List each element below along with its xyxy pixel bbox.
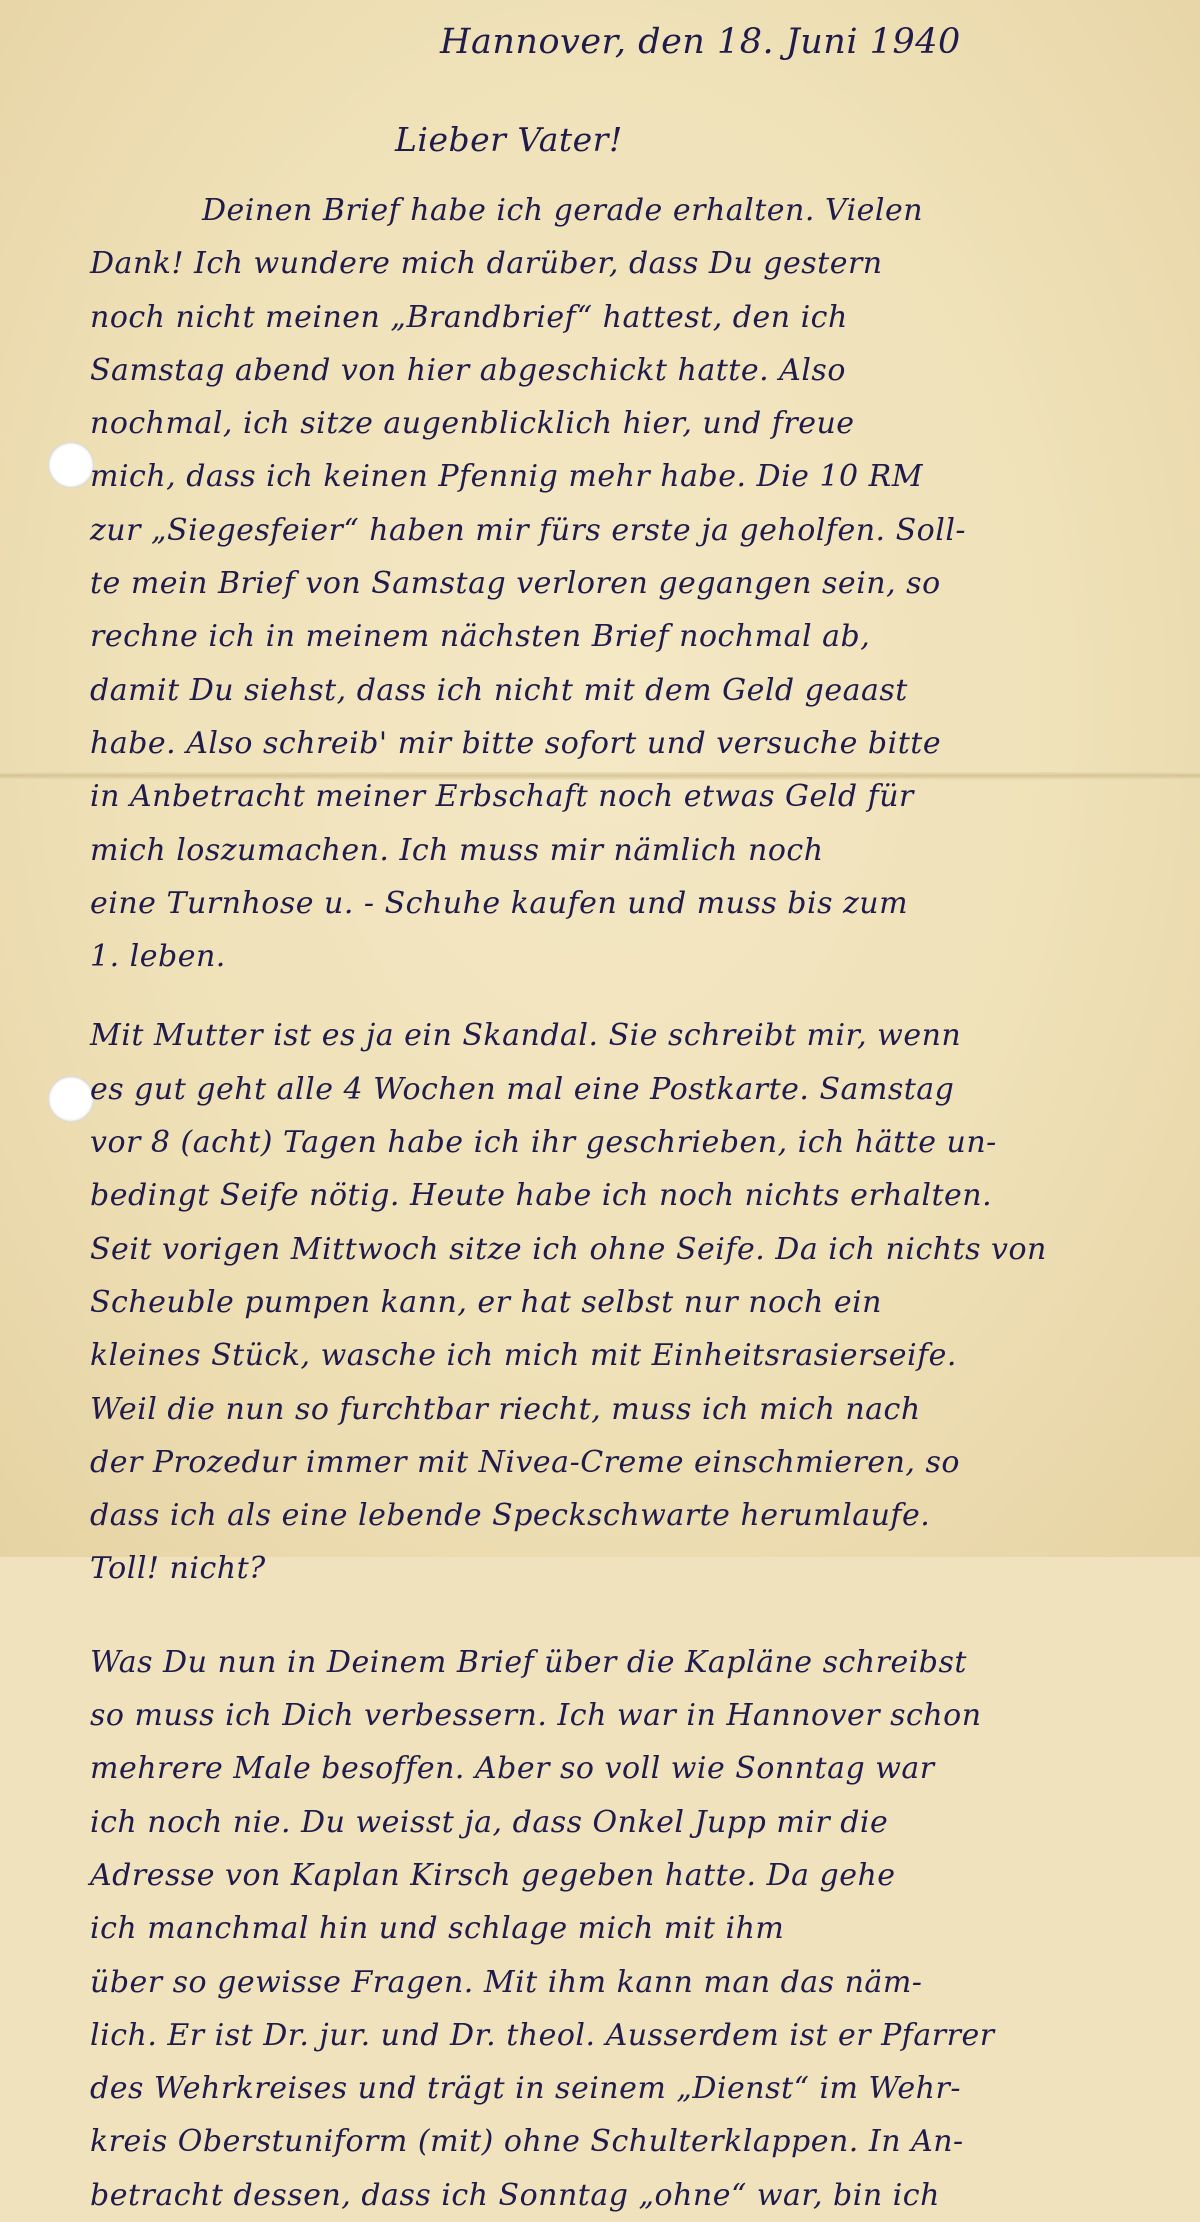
letter-line: Deinen Brief habe ich gerade erhalten. Vielen (202, 193, 924, 228)
letter-line: vor 8 (acht) Tagen habe ich ihr geschrieben, ich hätte un- (90, 1125, 997, 1161)
letter-line: mich loszumachen. Ich muss mir nämlich noch (90, 832, 824, 868)
letter-line: mich, dass ich keinen Pfennig mehr habe. Die 10 RM (90, 459, 923, 495)
letter-line: mehrere Male besoffen. Aber so voll wie Sonntag war (90, 1751, 935, 1787)
letter-line: Dank! Ich wundere mich darüber, dass Du gestern (90, 246, 883, 282)
letter-line: dass ich als eine lebende Speckschwarte herumlaufe. (90, 1498, 931, 1534)
letter-line: in Anbetracht meiner Erbschaft noch etwas Geld für (90, 779, 914, 815)
letter-line: rechne ich in meinem nächsten Brief nochmal ab, (90, 619, 871, 655)
letter-line: Was Du nun in Deinem Brief über die Kapläne schreibst (90, 1644, 967, 1680)
letter-line: zur „Siegesfeier“ haben mir fürs erste ja geholfen. Soll- (90, 512, 967, 548)
letter-line: über so gewisse Fragen. Mit ihm kann man das näm- (90, 1964, 923, 2000)
letter-line: te mein Brief von Samstag verloren gegangen sein, so (90, 566, 941, 602)
letter-line: Toll! nicht? (90, 1551, 266, 1587)
letter-line: nochmal, ich sitze augenblicklich hier, und freue (90, 406, 855, 442)
letter-line: habe. Also schreib' mir bitte sofort und versuche bitte (90, 725, 942, 761)
letter-line: Seit vorigen Mittwoch sitze ich ohne Seife. Da ich nichts von (90, 1231, 1047, 1267)
punch-hole-top (48, 442, 94, 488)
letter-line: es gut geht alle 4 Wochen mal eine Postkarte. Samstag (90, 1071, 955, 1107)
letter-line: damit Du siehst, dass ich nicht mit dem Geld geaast (90, 672, 908, 708)
letter-salutation: Lieber Vater! (395, 120, 623, 159)
letter-body (90, 184, 1170, 2222)
letter-line: lich. Er ist Dr. jur. und Dr. theol. Ausserdem ist er Pfarrer (90, 2017, 995, 2053)
letter-line: so muss ich Dich verbessern. Ich war in Hannover schon (90, 1698, 982, 1734)
letter-line: kleines Stück, wasche ich mich mit Einheitsrasierseife. (90, 1338, 957, 1374)
letter-line: noch nicht meinen „Brandbrief“ hattest, den ich (90, 299, 848, 335)
letter-line: betracht dessen, dass ich Sonntag „ohne“ war, bin ich (90, 2177, 940, 2213)
letter-line: ich noch nie. Du weisst ja, dass Onkel Jupp mir die (90, 1804, 889, 1840)
letter-line: Samstag abend von hier abgeschickt hatte. Also (90, 352, 846, 388)
letter-date: Hannover, den 18. Juni 1940 (440, 22, 961, 62)
letter-line: kreis Oberstuniform (mit) ohne Schulterklappen. In An- (90, 2124, 964, 2160)
letter-line: bedingt Seife nötig. Heute habe ich noch nichts erhalten. (90, 1178, 993, 1214)
letter-line: Scheuble pumpen kann, er hat selbst nur noch ein (90, 1284, 883, 1320)
letter-line: des Wehrkreises und trägt in seinem „Dienst“ im Wehr- (90, 2071, 961, 2107)
letter-line: ich manchmal hin und schlage mich mit ihm (90, 1911, 785, 1947)
letter-line: 1. leben. (90, 939, 226, 975)
paragraph-gap (90, 1596, 1170, 1636)
punch-hole-bottom (48, 1076, 94, 1122)
paragraph-gap (90, 983, 1170, 1009)
letter-line: Adresse von Kaplan Kirsch gegeben hatte. Da gehe (90, 1857, 896, 1893)
letter-line: der Prozedur immer mit Nivea-Creme einschmieren, so (90, 1444, 960, 1480)
letter-line: Weil die nun so furchtbar riecht, muss ich mich nach (90, 1391, 921, 1427)
letter-line: Mit Mutter ist es ja ein Skandal. Sie schreibt mir, wenn (90, 1018, 962, 1054)
letter-line: eine Turnhose u. - Schuhe kaufen und muss bis zum (90, 885, 909, 921)
